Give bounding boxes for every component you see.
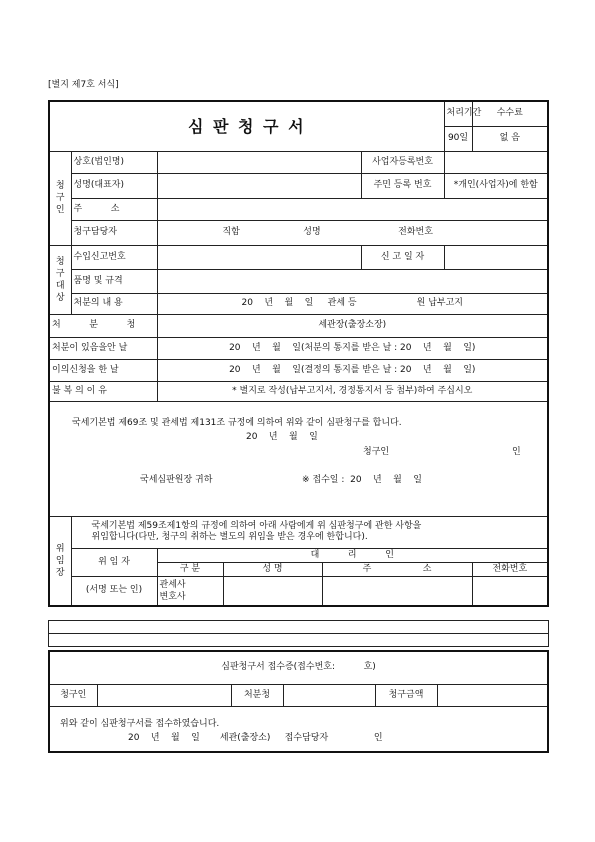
objection-date-value: 20 년 월 일(결정의 통지를 받은 날 : 20 년 월 일) bbox=[157, 359, 548, 381]
contact-person-row[interactable] bbox=[157, 220, 548, 245]
processing-period-value: 90일 bbox=[444, 126, 472, 151]
agent-name-field[interactable] bbox=[223, 576, 322, 606]
fee-value: 없 음 bbox=[472, 126, 548, 151]
import-no-field[interactable] bbox=[157, 245, 361, 269]
claimant-section-label: 청 구 인 bbox=[49, 151, 71, 245]
resident-reg-label: 주민 등록 번호 bbox=[361, 173, 444, 198]
agent-label: 대 리 인 bbox=[157, 548, 548, 562]
processing-period-label: 처리기간 bbox=[444, 101, 472, 126]
disposing-office-label: 처 분 청 bbox=[49, 314, 157, 337]
objection-date-label: 이의신청을 한 날 bbox=[49, 359, 157, 381]
notice-date-value: 20 년 월 일(처분의 통지를 받은 날 : 20 년 월 일) bbox=[157, 337, 548, 359]
phone-label: 전화번호 bbox=[398, 227, 433, 237]
declare-date-label: 신 고 일 자 bbox=[361, 245, 444, 269]
receipt-date-line: 20 년 월 일 세관(출장소) 접수담당자 인 bbox=[128, 732, 383, 743]
address-label: 주 소 bbox=[71, 198, 157, 220]
agent-address-field[interactable] bbox=[322, 576, 472, 606]
fee-label: 수수료 bbox=[472, 101, 548, 126]
claim-form-table bbox=[48, 100, 549, 607]
receipt-amount-field[interactable] bbox=[437, 684, 548, 706]
declaration-block bbox=[49, 401, 548, 516]
disposition-label: 처분의 내 용 bbox=[71, 293, 157, 314]
agent-type-value: 관세사 변호사 bbox=[157, 576, 223, 606]
receipt-claimant-label: 청구인 bbox=[49, 684, 97, 706]
item-spec-field[interactable] bbox=[157, 269, 548, 293]
reason-label: 불 복 의 이 유 bbox=[49, 381, 157, 401]
business-reg-field[interactable] bbox=[444, 151, 548, 173]
delegation-section-label: 위임장 bbox=[49, 516, 71, 606]
resident-reg-note: *개인(사업자)에 한함 bbox=[444, 173, 548, 198]
receipt-amount-label: 청구금액 bbox=[375, 684, 437, 706]
position-label: 직함 bbox=[222, 227, 240, 237]
disposition-value: 20 년 월 일 관세 등 원 납부고지 bbox=[157, 293, 548, 314]
declaration-seal: 인 bbox=[512, 446, 521, 457]
receipt-office-label: 처분청 bbox=[231, 684, 283, 706]
receipt-statement bbox=[49, 706, 548, 752]
declare-date-field[interactable] bbox=[444, 245, 548, 269]
receipt-claimant-field[interactable] bbox=[97, 684, 231, 706]
declaration-receipt-date: ※ 접수일 : 20 년 월 일 bbox=[302, 474, 422, 485]
agent-phone-label: 전화번호 bbox=[472, 562, 548, 576]
item-spec-label: 품명 및 규격 bbox=[71, 269, 157, 293]
notice-date-label: 처분이 있음을안 날 bbox=[49, 337, 157, 359]
declaration-date: 20 년 월 일 bbox=[246, 431, 318, 442]
reason-value: * 별지로 작성(납부고지서, 경정통지서 등 첨부)하여 주십시오 bbox=[157, 381, 548, 401]
import-no-label: 수입신고번호 bbox=[71, 245, 157, 269]
representative-name-field[interactable] bbox=[157, 173, 361, 198]
business-reg-label: 사업자등록번호 bbox=[361, 151, 444, 173]
type-label: 구 분 bbox=[157, 562, 223, 576]
declaration-claimant-label: 청구인 bbox=[363, 446, 390, 457]
sign-note: (서명 또는 인) bbox=[71, 576, 157, 606]
receipt-title: 심판청구서 접수증(접수번호: 호) bbox=[49, 651, 548, 684]
form-label: [별지 제7호 서식] bbox=[48, 80, 119, 90]
address-field[interactable] bbox=[157, 198, 548, 220]
declaration-text: 국세기본법 제69조 및 관세법 제131조 규정에 의하여 위와 같이 심판청구를 합니다. bbox=[72, 417, 402, 428]
receipt-table bbox=[48, 650, 549, 753]
disposing-office-value: 세관장(출장소장) bbox=[157, 314, 548, 337]
form-title: 심 판 청 구 서 bbox=[49, 101, 444, 151]
business-name-field[interactable] bbox=[157, 151, 361, 173]
contact-name-label: 성명 bbox=[303, 227, 321, 237]
contact-person-label: 청구담당자 bbox=[71, 220, 157, 245]
subject-section-label: 청 구 대 상 bbox=[49, 245, 71, 314]
agent-name-label: 성 명 bbox=[223, 562, 322, 576]
agent-phone-field[interactable] bbox=[472, 576, 548, 606]
business-name-label: 상호(법인명) bbox=[71, 151, 157, 173]
delegation-text: 국세기본법 제59조제1항의 규정에 의하여 아래 사람에게 위 심판청구에 관한 사항을 위임합니다(다만, 청구의 취하는 별도의 위임을 받은 경우에 한합니다). bbox=[71, 516, 548, 548]
declaration-addressee: 국세심판원장 귀하 bbox=[140, 474, 213, 485]
agent-address-label: 주 소 bbox=[322, 562, 472, 576]
delegator-label: 위 임 자 bbox=[71, 548, 157, 576]
receipt-office-field[interactable] bbox=[283, 684, 375, 706]
form-separator-lower bbox=[48, 632, 549, 647]
receipt-text: 위와 같이 심판청구서를 접수하였습니다. bbox=[60, 718, 220, 729]
representative-name-label: 성명(대표자) bbox=[71, 173, 157, 198]
